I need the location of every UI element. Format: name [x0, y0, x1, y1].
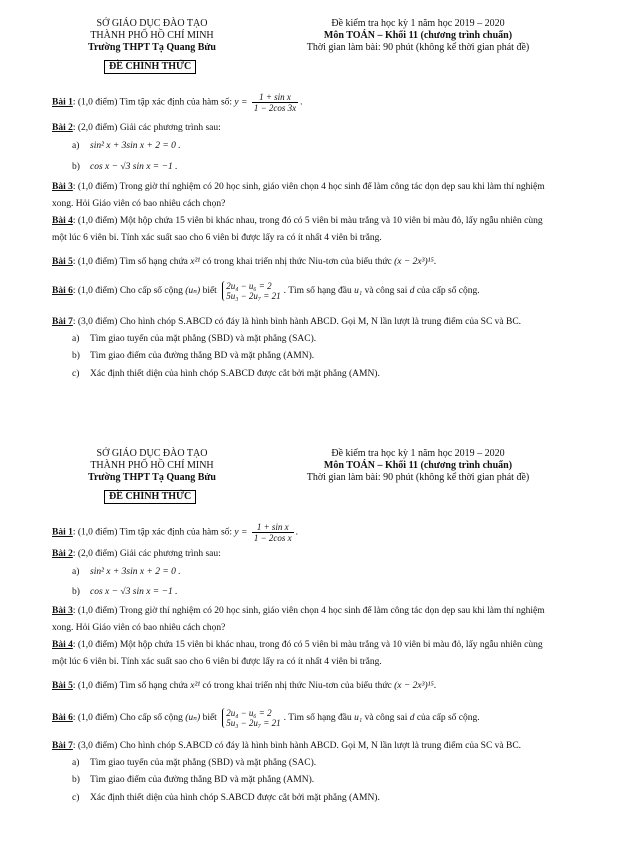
- time-line: Thời gian làm bài: 90 phút (không kể thời gian phát đề): [306, 472, 530, 483]
- time-line: Thời gian làm bài: 90 phút (không kể thời gian phát đề): [306, 42, 530, 53]
- problem-2a: a) sin² x + 3sin x + 2 = 0 .: [72, 567, 181, 577]
- problem-2: Bài 2: (2,0 điểm) Giải các phương trình sau:: [52, 549, 221, 559]
- header-left: [78, 448, 226, 484]
- official-badge: ĐỀ CHÍNH THỨC: [104, 60, 196, 74]
- problem-1-fraction: $\frac{\text{1 + sin x}}{1 - 2\cos 3x}$: [253, 92, 297, 113]
- problem-5: Bài 5: (1,0 điểm) Tìm số hạng chứa x²¹ có trong khai triển nhị thức Niu-tơn của biểu thức (x − 2x³)¹⁵.: [52, 681, 437, 691]
- subject-line: Môn TOÁN – Khối 11 (chương trình chuẩn): [323, 460, 513, 471]
- problem-1-text: : (1,0 điểm) Tìm tập xác định của hàm số:: [72, 97, 235, 108]
- problem-7: Bài 7: (3,0 điểm) Cho hình chóp S.ABCD có đáy là hình bình hành ABCD. Gọi M, N lần lượt là trung điểm của SC và BC.: [52, 741, 522, 751]
- problem-4: Bài 4: (1,0 điểm) Một hộp chứa 15 viên bi khác nhau, trong đó có 5 viên bi màu trắng và 10 viên bi màu đỏ, lấy ngẫu nhiên cùng: [52, 640, 543, 650]
- problem-2a: a) sin² x + 3sin x + 2 = 0 .: [72, 141, 181, 151]
- official-badge: ĐỀ CHÍNH THỨC: [104, 490, 196, 504]
- problem-6: Bài 6: (1,0 điểm) Cho cấp số cộng (uₙ) biết 2u₄ − u₆ = 2 5u₃ − 2u₇ = 21 . Tìm số hạng đầu u₁ và công sai d của cấp số cộng.: [52, 708, 480, 728]
- exam-sheet-copy-2: [0, 430, 630, 845]
- problem-4: Bài 4: (1,0 điểm) Một hộp chứa 15 viên bi khác nhau, trong đó có 5 viên bi màu trắng và 10 viên bi màu đỏ, lấy ngẫu nhiên cùng: [52, 216, 543, 226]
- problem-5: Bài 5: (1,0 điểm) Tìm số hạng chứa x²¹ có trong khai triển nhị thức Niu-tơn của biểu thức (x − 2x³)¹⁵.: [52, 257, 437, 267]
- problem-2-label: Bài 2: [52, 123, 73, 133]
- problem-7b: b) Tìm giao điểm của đường thẳng BD và mặt phẳng (AMN).: [72, 775, 315, 785]
- problem-7a: a) Tìm giao tuyến của mặt phẳng (SBD) và mặt phẳng (SAC).: [72, 334, 317, 344]
- problem-7c: c) Xác định thiết diện của hình chóp S.ABCD được cắt bởi mặt phẳng (AMN).: [72, 369, 380, 379]
- problem-1-fx: y =: [234, 97, 248, 108]
- header-left: [78, 18, 226, 54]
- problem-7: Bài 7: (3,0 điểm) Cho hình chóp S.ABCD có đáy là hình bình hành ABCD. Gọi M, N lần lượt là trung điểm của SC và BC.: [52, 317, 522, 327]
- problem-3: Bài 3: (1,0 điểm) Trong giờ thí nghiệm có 20 học sinh, giáo viên chọn 4 học sinh để làm công tác dọn dẹp sau khi làm thí nghiệm: [52, 606, 545, 616]
- school-name: Trường THPT Tạ Quang Bửu: [88, 42, 216, 53]
- school-name: Trường THPT Tạ Quang Bửu: [88, 472, 216, 483]
- dept-line2: THÀNH PHỐ HỒ CHÍ MINH: [90, 30, 214, 41]
- problem-6-system: 2u₄ − u₆ = 2 5u₃ − 2u₇ = 21: [222, 281, 280, 301]
- problem-2b: b) cos x − √3 sin x = −1 .: [72, 162, 178, 172]
- problem-3-cont: xong. Hỏi Giáo viên có bao nhiêu cách chọn?: [52, 623, 226, 633]
- exam-sheet-copy-1: [0, 0, 630, 415]
- dept-line1: SỞ GIÁO DỤC ĐÀO TẠO: [96, 18, 208, 29]
- problem-3: Bài 3: (1,0 điểm) Trong giờ thí nghiệm có 20 học sinh, giáo viên chọn 4 học sinh để làm công tác dọn dẹp sau khi làm thí nghiệm: [52, 182, 545, 192]
- dept-line2: THÀNH PHỐ HỒ CHÍ MINH: [90, 460, 214, 471]
- problem-3-cont: xong. Hỏi Giáo viên có bao nhiêu cách chọn?: [52, 199, 226, 209]
- problem-1-label: Bài 1: [52, 97, 73, 108]
- problem-2: [52, 122, 221, 134]
- problem-2-text: : (2,0 điểm) Giải các phương trình sau:: [72, 123, 221, 133]
- problem-1: Bài 1: (1,0 điểm) Tìm tập xác định của hàm số: y = $\frac{\text{1 + sin x}}{\text{1 − 2cos x}}$ .: [52, 522, 299, 543]
- problem-4-cont: một lúc 6 viên bi. Tính xác suất sao cho 6 viên bi được lấy ra có ít nhất 4 viên bi trắng.: [52, 233, 382, 243]
- problem-1-fraction: $\frac{\text{1 + sin x}}{\text{1 − 2cos x}}$: [253, 522, 292, 543]
- subject-line: Môn TOÁN – Khối 11 (chương trình chuẩn): [323, 30, 513, 41]
- problem-6-system: 2u₄ − u₆ = 2 5u₃ − 2u₇ = 21: [222, 708, 280, 728]
- problem-7b: b) Tìm giao điểm của đường thẳng BD và mặt phẳng (AMN).: [72, 351, 315, 361]
- dept-line1: SỞ GIÁO DỤC ĐÀO TẠO: [96, 448, 208, 459]
- problem-2b: b) cos x − √3 sin x = −1 .: [72, 587, 178, 597]
- problem-7c: c) Xác định thiết diện của hình chóp S.ABCD được cắt bởi mặt phẳng (AMN).: [72, 793, 380, 803]
- problem-6: Bài 6: (1,0 điểm) Cho cấp số cộng (uₙ) biết 2u₄ − u₆ = 2 5u₃ − 2u₇ = 21 . Tìm số hạng đầu u₁ và công sai d của cấp số cộng.: [52, 281, 480, 301]
- problem-1: Bài 1: (1,0 điểm) Tìm tập xác định của hàm số: y = $\frac{\text{1 + sin x}}{1 - 2\cos 3x}$ .: [52, 92, 303, 113]
- problem-7a: a) Tìm giao tuyến của mặt phẳng (SBD) và mặt phẳng (SAC).: [72, 758, 317, 768]
- header-right: [290, 448, 546, 484]
- header-right: [290, 18, 546, 54]
- exam-title: Đề kiểm tra học kỳ 1 năm học 2019 – 2020: [331, 18, 505, 29]
- problem-4-cont: một lúc 6 viên bi. Tính xác suất sao cho 6 viên bi được lấy ra có ít nhất 4 viên bi trắng.: [52, 657, 382, 667]
- exam-title: Đề kiểm tra học kỳ 1 năm học 2019 – 2020: [331, 448, 505, 459]
